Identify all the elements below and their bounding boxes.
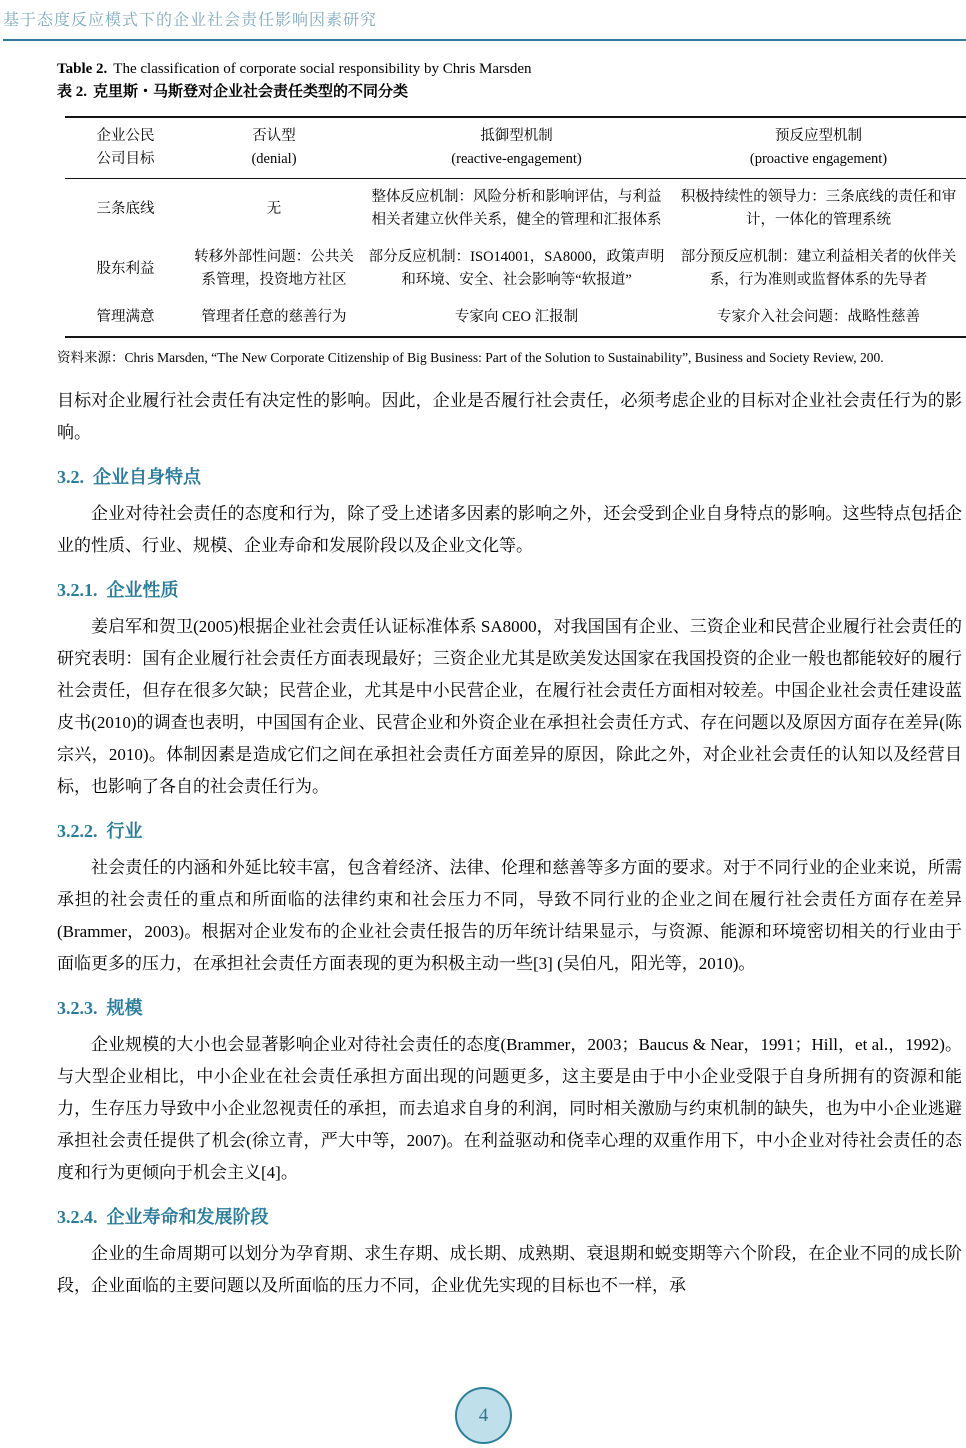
table-source-note: 资料来源：Chris Marsden, “The New Corporate Citizenship of Big Business: Part of the Solution to Sustainability”, Business and Society Review, 200.	[57, 350, 884, 365]
header-cell-line: 企业公民	[96, 128, 155, 144]
table-header-cell	[186, 117, 362, 179]
table-cell: 部分预反应机制：建立利益相关者的伙伴关系，行为准则或监督体系的先导者	[680, 249, 957, 288]
table-cell: 无	[266, 200, 282, 217]
section-number: 3.2.3.	[57, 998, 98, 1018]
table-header-cell	[671, 117, 966, 179]
table-caption-zh-label: 表 2.	[57, 84, 88, 100]
section-heading-3-2-4	[57, 1204, 962, 1230]
page-number-badge	[455, 1387, 512, 1444]
paragraph-3-2-3: 企业规模的大小也会显著影响企业对待社会责任的态度(Brammer，2003；Baucus & Near，1991；Hill，et al.，1992)。与大型企业相比，中小企业在社会责任承担方面出现的问题更多，这主要是由于中小企业受限于自身所拥有的资源和能力，生存压力导致中小企业忽视责任的承担，而去追求自身的利润，同时相关激励与约束机制的缺失，也为中小企业逃避承担社会责任提供了机会(徐立青，严大中等，2007)。在利益驱动和侥幸心理的双重作用下，中小企业对待社会责任的态度和行为更倾向于机会主义[4]。	[57, 1035, 962, 1182]
header-cell-line: (denial)	[251, 151, 297, 167]
table-cell: 管理者任意的慈善行为	[201, 309, 347, 325]
header-rule	[3, 39, 966, 41]
section-number: 3.2.2.	[57, 821, 98, 841]
header-cell-line: (reactive-engagement)	[451, 151, 582, 167]
table-header-row	[65, 117, 966, 179]
table-cell: 转移外部性问题：公共关系管理，投资地方社区	[194, 249, 354, 288]
header-cell-line: 抵御型机制	[480, 128, 553, 144]
section-heading-3-2	[57, 464, 962, 490]
csr-classification-table	[65, 116, 966, 338]
table-row	[65, 239, 966, 299]
header-cell-line: 预反应型机制	[775, 128, 862, 144]
table-caption-zh-text: 克里斯・马斯登对企业社会责任类型的不同分类	[93, 84, 409, 100]
section-title: 规模	[106, 998, 143, 1018]
table-cell: 三条底线	[96, 200, 155, 217]
table-cell: 股东利益	[96, 260, 155, 277]
page-number: 4	[478, 1404, 489, 1426]
table-cell: 专家向 CEO 汇报制	[454, 309, 579, 325]
paragraph-3-2: 企业对待社会责任的态度和行为，除了受上述诸多因素的影响之外，还会受到企业自身特点的影响。这些特点包括企业的性质、行业、规模、企业寿命和发展阶段以及企业文化等。	[57, 504, 962, 555]
section-number: 3.2.	[57, 467, 84, 487]
header-cell-line: 公司目标	[96, 151, 155, 167]
table-cell: 专家介入社会问题：战略性慈善	[717, 309, 920, 325]
table-cell: 积极持续性的领导力：三条底线的责任和审计，一体化的管理系统	[680, 189, 957, 228]
table-caption-en-text: The classification of corporate social responsibility by Chris Marsden	[113, 61, 532, 77]
table-header-cell	[362, 117, 671, 179]
section-title: 行业	[106, 821, 143, 841]
header-cell-line: 否认型	[252, 128, 296, 144]
section-number: 3.2.4.	[57, 1207, 98, 1227]
paragraph-3-2-1: 姜启军和贺卫(2005)根据企业社会责任认证标准体系 SA8000，对我国国有企业、三资企业和民营企业履行社会责任的研究表明：国有企业履行社会责任方面表现最好；三资企业尤其是欧美发达国家在我国投资的企业一般也都能较好的履行社会责任，但存在很多欠缺；民营企业，尤其是中小民营企业，在履行社会责任方面相对较差。中国企业社会责任建设蓝皮书(2010)的调查也表明，中国国有企业、民营企业和外资企业在承担社会责任方式、存在问题以及原因方面存在差异(陈宗兴，2010)。体制因素是造成它们之间在承担社会责任方面差异的原因，除此之外，对企业社会责任的认知以及经营目标，也影响了各自的社会责任行为。	[57, 617, 962, 796]
section-title: 企业寿命和发展阶段	[106, 1207, 269, 1227]
running-header-title: 基于态度反应模式下的企业社会责任影响因素研究	[3, 12, 378, 29]
section-heading-3-2-2	[57, 818, 962, 844]
table-block	[57, 58, 962, 369]
section-heading-3-2-3	[57, 995, 962, 1021]
table-caption-en-label: Table 2.	[57, 61, 108, 77]
table-cell: 管理满意	[96, 309, 155, 325]
table-cell: 整体反应机制：风险分析和影响评估，与利益相关者建立伙伴关系，健全的管理和汇报体系	[371, 189, 662, 228]
section-number: 3.2.1.	[57, 580, 98, 600]
section-title: 企业性质	[106, 580, 179, 600]
table-row	[65, 179, 966, 240]
section-title: 企业自身特点	[93, 467, 201, 487]
table-caption-en	[57, 58, 962, 81]
table-caption-zh	[57, 81, 962, 104]
section-heading-3-2-1	[57, 577, 962, 603]
paragraph-intro: 目标对企业履行社会责任有决定性的影响。因此，企业是否履行社会责任，必须考虑企业的目标对企业社会责任行为的影响。	[57, 391, 962, 442]
table-row	[65, 299, 966, 337]
body-text	[57, 385, 962, 1302]
table-cell: 部分反应机制：ISO14001，SA8000，政策声明和环境、安全、社会影响等“软报道”	[368, 249, 665, 288]
running-header	[0, 0, 966, 41]
header-cell-line: (proactive engagement)	[749, 151, 888, 167]
table-header-cell	[65, 117, 186, 179]
paragraph-3-2-2: 社会责任的内涵和外延比较丰富，包含着经济、法律、伦理和慈善等多方面的要求。对于不同行业的企业来说，所需承担的社会责任的重点和所面临的法律约束和社会压力不同，导致不同行业的企业之间在履行社会责任方面存在差异(Brammer，2003)。根据对企业发布的企业社会责任报告的历年统计结果显示，与资源、能源和环境密切相关的行业由于面临更多的压力，在承担社会责任方面表现的更为积极主动一些[3] (吴伯凡，阳光等，2010)。	[57, 858, 962, 973]
paragraph-3-2-4: 企业的生命周期可以划分为孕育期、求生存期、成长期、成熟期、衰退期和蜕变期等六个阶段，在企业不同的成长阶段，企业面临的主要问题以及所面临的压力不同，企业优先实现的目标也不一样，承	[57, 1244, 962, 1295]
